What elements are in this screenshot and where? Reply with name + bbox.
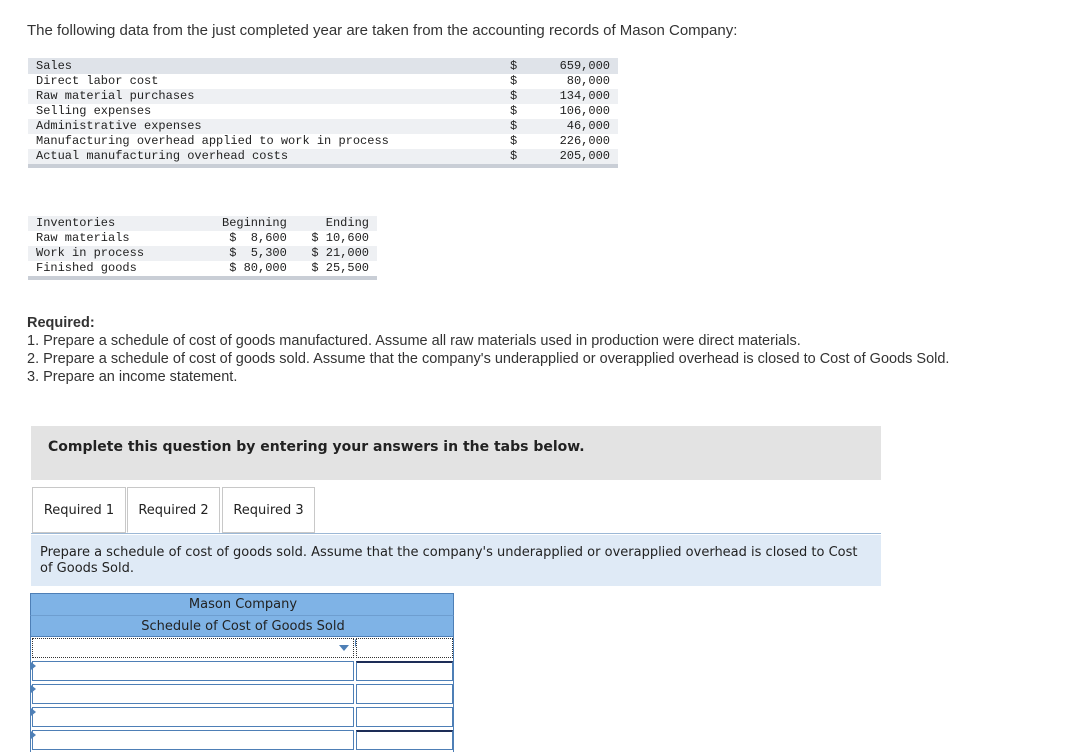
cell-ending: $ 10,600	[295, 231, 377, 246]
cell-beginning: $ 5,300	[214, 246, 295, 261]
table-row	[28, 74, 618, 89]
tab-required-2[interactable]: Required 2	[127, 487, 220, 533]
tab-instruction: Prepare a schedule of cost of goods sold. Assume that the company's underapplied or overapplied overhead is closed to Cost of Goods Sold.	[31, 535, 881, 586]
cell-dollar: $	[502, 149, 530, 164]
row-marker-icon	[31, 731, 36, 739]
row-amount-input[interactable]	[356, 661, 453, 681]
table-header-row	[28, 216, 377, 231]
row-amount-input[interactable]	[356, 638, 453, 658]
cell-dollar: $	[502, 104, 530, 119]
header-ending: Ending	[295, 216, 377, 231]
header-beginning: Beginning	[214, 216, 295, 231]
row-amount-input[interactable]	[356, 730, 453, 750]
table-row	[28, 149, 618, 164]
cell-value: 226,000	[530, 134, 618, 149]
row-amount-input[interactable]	[356, 707, 453, 727]
tab-required-3[interactable]: Required 3	[222, 487, 315, 533]
table-row	[28, 246, 377, 261]
schedule-row	[30, 729, 454, 752]
cell-value: 106,000	[530, 104, 618, 119]
schedule-company-header	[30, 593, 454, 615]
table-row	[28, 231, 377, 246]
cell-dollar: $	[502, 119, 530, 134]
cell-label: Finished goods	[28, 261, 214, 276]
required-item-1: 1. Prepare a schedule of cost of goods manufactured. Assume all raw materials used in production were direct materials.	[27, 333, 801, 349]
row-label-select[interactable]	[32, 684, 354, 704]
cell-dollar: $	[502, 74, 530, 89]
cell-label: Direct labor cost	[28, 74, 502, 89]
cell-label: Manufacturing overhead applied to work in process	[28, 134, 502, 149]
row-label-select[interactable]	[32, 661, 354, 681]
table-row	[28, 261, 377, 276]
table-footer	[28, 276, 377, 280]
cell-value: 46,000	[530, 119, 618, 134]
cell-ending: $ 21,000	[295, 246, 377, 261]
cell-label: Actual manufacturing overhead costs	[28, 149, 502, 164]
table-row	[28, 89, 618, 104]
schedule-row	[30, 706, 454, 729]
table-row	[28, 119, 618, 134]
header-inventories: Inventories	[28, 216, 214, 231]
table-row	[28, 58, 618, 74]
tab-required-1[interactable]: Required 1	[32, 487, 126, 533]
cell-label: Sales	[28, 58, 502, 74]
cell-label: Raw material purchases	[28, 89, 502, 104]
cell-label: Raw materials	[28, 231, 214, 246]
table-row	[28, 134, 618, 149]
cell-value: 659,000	[530, 58, 618, 74]
required-section	[27, 314, 957, 386]
cell-value: 80,000	[530, 74, 618, 89]
cell-dollar: $	[502, 134, 530, 149]
schedule-row	[30, 660, 454, 683]
row-label-select[interactable]	[32, 638, 354, 658]
cell-dollar: $	[502, 58, 530, 74]
row-marker-icon	[31, 685, 36, 693]
required-item-2: 2. Prepare a schedule of cost of goods sold. Assume that the company's underapplied or overapplied overhead is closed to Cost of Goods Sold.	[27, 351, 950, 367]
banner-text: Complete this question by entering your answers in the tabs below.	[48, 439, 585, 455]
row-marker-icon	[31, 662, 36, 670]
intro-text: The following data from the just completed year are taken from the accounting records of Mason Company:	[27, 22, 738, 39]
cell-beginning: $ 8,600	[214, 231, 295, 246]
schedule-row	[30, 637, 454, 660]
row-label-select[interactable]	[32, 730, 354, 750]
instructions-banner	[31, 426, 881, 480]
schedule-title: Schedule of Cost of Goods Sold	[141, 619, 345, 634]
cell-value: 134,000	[530, 89, 618, 104]
required-item-3: 3. Prepare an income statement.	[27, 369, 238, 385]
table-row	[28, 104, 618, 119]
chevron-down-icon[interactable]	[339, 645, 349, 651]
schedule-title-header	[30, 615, 454, 637]
schedule-row	[30, 683, 454, 706]
row-label-select[interactable]	[32, 707, 354, 727]
cell-ending: $ 25,500	[295, 261, 377, 276]
cell-label: Work in process	[28, 246, 214, 261]
cell-value: 205,000	[530, 149, 618, 164]
cell-label: Selling expenses	[28, 104, 502, 119]
inventories-table	[28, 216, 377, 280]
row-amount-input[interactable]	[356, 684, 453, 704]
cell-label: Administrative expenses	[28, 119, 502, 134]
cell-dollar: $	[502, 89, 530, 104]
cell-beginning: $ 80,000	[214, 261, 295, 276]
table-footer	[28, 164, 618, 168]
required-title: Required:	[27, 315, 95, 331]
row-marker-icon	[31, 708, 36, 716]
cost-data-table	[28, 58, 618, 168]
cogs-schedule	[30, 593, 454, 752]
company-name: Mason Company	[188, 597, 298, 612]
tab-divider	[31, 533, 881, 534]
